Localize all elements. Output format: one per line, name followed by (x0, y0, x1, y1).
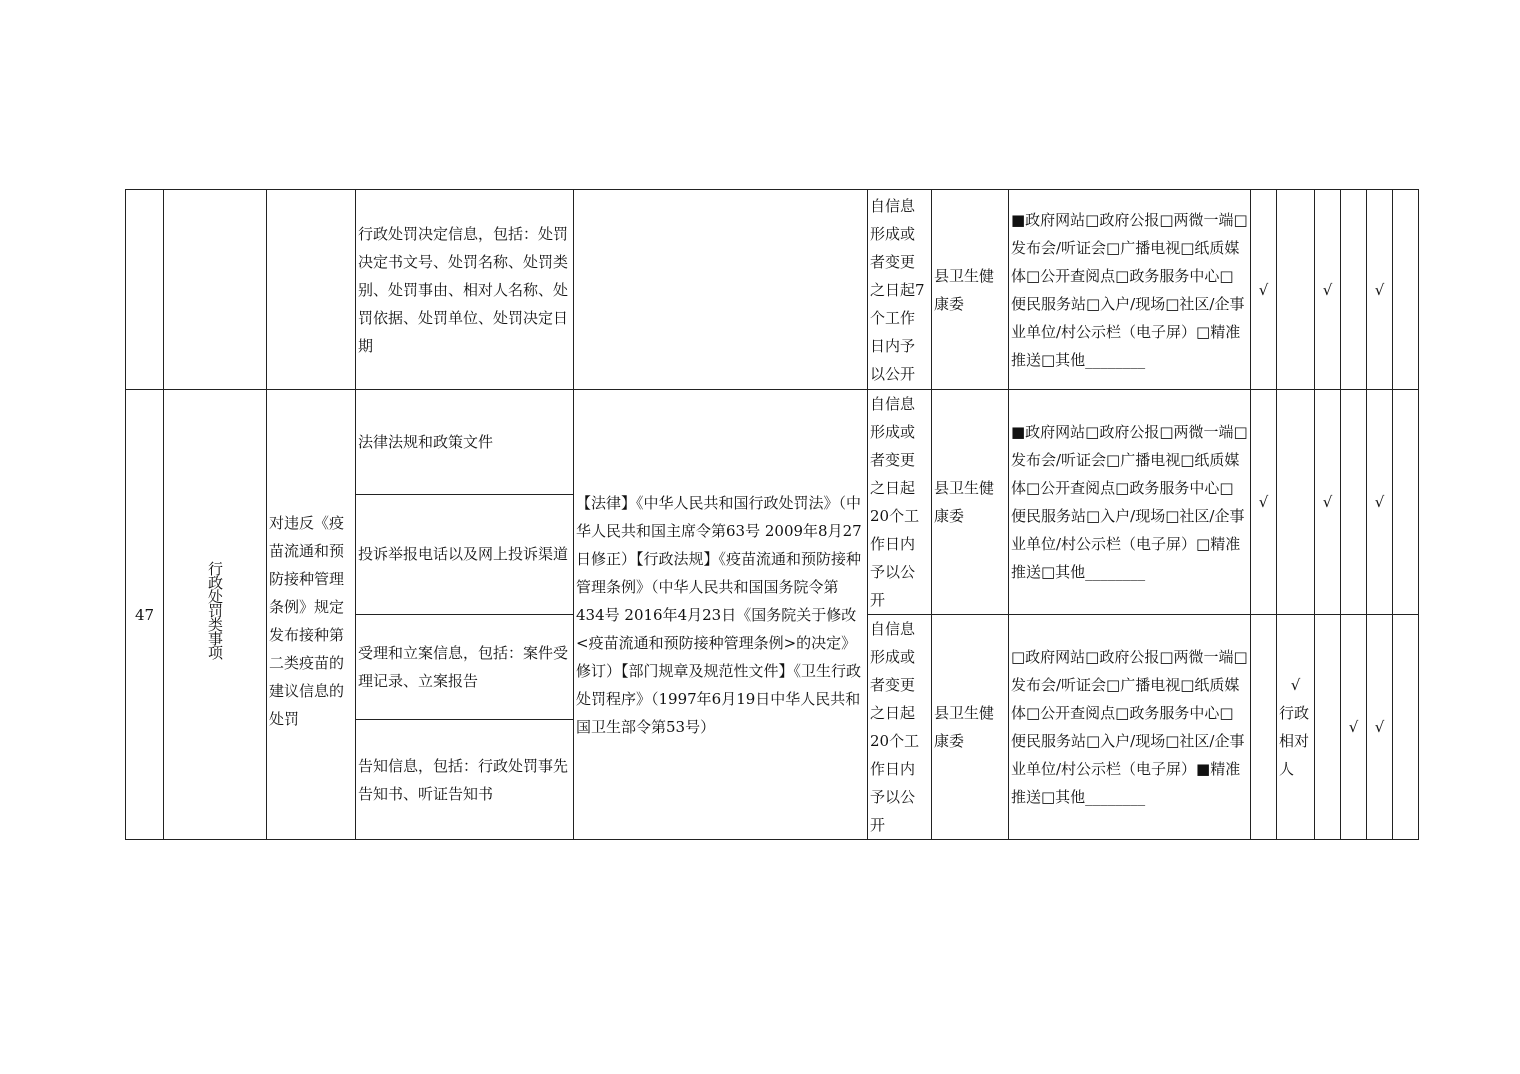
disclosure-table (125, 189, 1419, 840)
mark-active: √ (1315, 190, 1341, 390)
mark-county: √ (1367, 615, 1393, 840)
category-text: 行政处罚类事项 (206, 561, 224, 659)
mark-active-empty (1315, 615, 1341, 840)
mark-township-empty (1393, 190, 1419, 390)
mark-township-empty (1393, 390, 1419, 615)
index-cell: 47 (126, 390, 164, 840)
subject-cell: 县卫生健康委 (932, 390, 1009, 615)
mark-active: √ (1315, 390, 1341, 615)
item-cell-empty (267, 190, 356, 390)
mark-county: √ (1367, 190, 1393, 390)
mark-county: √ (1367, 390, 1393, 615)
basis-cell: 【法律】《中华人民共和国行政处罚法》（中华人民共和国主席令第63号 2009年8月27日修正）【行政法规】《疫苗流通和预防接种管理条例》（中华人民共和国国务院令第434号 2016年4月23日《国务院关于修改<疫苗流通和预防接种管理条例>的决定》修订）【部门规章及规范性文件】《卫生行政处罚程序》（1997年6月19日中华人民共和国卫生部令第53号） (574, 390, 868, 840)
mark-specific-empty (1277, 390, 1315, 615)
channels-cell: ■政府网站□政府公报□两微一端□发布会/听证会□广播电视□纸质媒体□公开查阅点□政务服务中心□便民服务站□入户/现场□社区/企事业单位/村公示栏（电子屏）□精准推送□其他________ (1009, 190, 1251, 390)
time-limit-cell: 自信息形成或者变更之日起7个工作日内予以公开 (868, 190, 932, 390)
content-cell: 受理和立案信息，包括：案件受理记录、立案报告 (356, 615, 574, 720)
mark-township-empty (1393, 615, 1419, 840)
mark-apply-empty (1341, 190, 1367, 390)
time-limit-cell: 自信息形成或者变更之日起20个工作日内予以公开 (868, 615, 932, 840)
table-row (126, 390, 1419, 495)
category-cell (164, 390, 267, 840)
content-cell: 行政处罚决定信息，包括：处罚决定书文号、处罚名称、处罚类别、处罚事由、相对人名称、处罚依据、处罚单位、处罚决定日期 (356, 190, 574, 390)
subject-cell: 县卫生健康委 (932, 615, 1009, 840)
channels-cell: □政府网站□政府公报□两微一端□发布会/听证会□广播电视□纸质媒体□公开查阅点□政务服务中心□便民服务站□入户/现场□社区/企事业单位/村公示栏（电子屏）■精准推送□其他________ (1009, 615, 1251, 840)
basis-cell-empty (574, 190, 868, 390)
time-limit-cell: 自信息形成或者变更之日起20个工作日内予以公开 (868, 390, 932, 615)
content-cell: 法律法规和政策文件 (356, 390, 574, 495)
table-row (126, 190, 1419, 390)
category-cell-empty (164, 190, 267, 390)
channels-cell: ■政府网站□政府公报□两微一端□发布会/听证会□广播电视□纸质媒体□公开查阅点□政务服务中心□便民服务站□入户/现场□社区/企事业单位/村公示栏（电子屏）□精准推送□其他________ (1009, 390, 1251, 615)
content-cell: 投诉举报电话以及网上投诉渠道 (356, 494, 574, 614)
mark-public: √ (1251, 390, 1277, 615)
mark-specific (1277, 615, 1315, 840)
mark-specific-label: 行政相对人 (1279, 704, 1310, 778)
mark-specific-check: √ (1290, 676, 1301, 694)
content-cell: 告知信息，包括：行政处罚事先告知书、听证告知书 (356, 720, 574, 840)
index-cell-empty (126, 190, 164, 390)
mark-public-empty (1251, 615, 1277, 840)
mark-apply-empty (1341, 390, 1367, 615)
mark-specific-empty (1277, 190, 1315, 390)
mark-apply: √ (1341, 615, 1367, 840)
item-cell: 对违反《疫苗流通和预防接种管理条例》规定发布接种第二类疫苗的建议信息的处罚 (267, 390, 356, 840)
mark-public: √ (1251, 190, 1277, 390)
subject-cell: 县卫生健康委 (932, 190, 1009, 390)
